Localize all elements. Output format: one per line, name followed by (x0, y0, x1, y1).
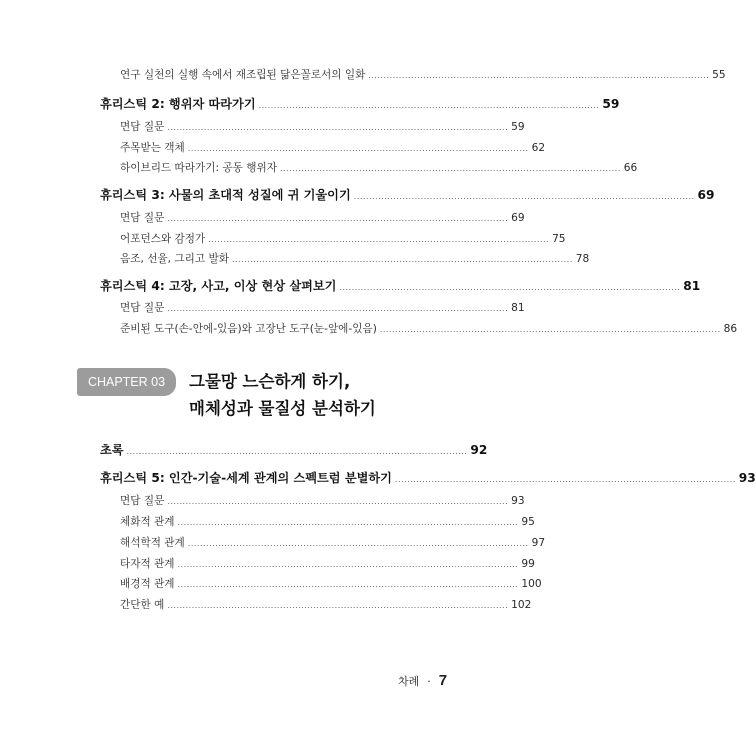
leader-dots: ................................................................................................................ (177, 518, 519, 527)
toc-entry (120, 67, 726, 82)
leader-dots: ................................................................................................................ (167, 601, 509, 610)
toc-entry-page: 97 (531, 537, 546, 549)
toc-entry-title: 면담 질문 (120, 121, 165, 133)
toc-heading-page: 59 (602, 97, 620, 111)
toc-heading-page: 69 (697, 188, 715, 202)
toc-entry (120, 251, 590, 266)
folio-separator: · (427, 675, 431, 688)
leader-dots: ................................................................................................................ (167, 304, 509, 313)
toc-entry-page: 81 (511, 302, 525, 314)
toc-heading-title: 휴리스틱 4: 고장, 사고, 이상 현상 살펴보기 (100, 279, 337, 293)
toc-entry-title: 음조, 선율, 그리고 발화 (120, 253, 229, 265)
toc-entry-page: 62 (531, 142, 546, 154)
toc-entry-page: 55 (712, 69, 726, 81)
leader-dots: ................................................................................................................ (177, 560, 519, 569)
toc-entry (120, 300, 525, 315)
toc-entry-title: 해석학적 관계 (120, 537, 185, 549)
folio-section-label: 차례 (398, 675, 420, 688)
toc-heading-title: 휴리스틱 3: 사물의 초대적 성질에 귀 기울이기 (100, 188, 351, 202)
toc-entry (120, 119, 525, 134)
leader-dots: ................................................................................................................ (126, 447, 468, 456)
chapter-title-line: 매체성과 물질성 분석하기 (189, 399, 376, 418)
toc-entry-title: 배경적 관계 (120, 578, 175, 590)
page-number: 7 (438, 672, 448, 689)
toc-heading-page: 93 (738, 471, 756, 485)
toc-heading-title: 초록 (100, 443, 124, 457)
toc-heading-title: 휴리스틱 5: 인간-기술-세계 관계의 스펙트럼 분별하기 (100, 471, 392, 485)
leader-dots: ................................................................................................................ (379, 325, 721, 334)
toc-entry-title: 면담 질문 (120, 212, 165, 224)
chapter-badge: CHAPTER 03 (77, 368, 176, 396)
toc-entry (120, 514, 535, 529)
toc-heading (100, 95, 620, 112)
toc-entry (120, 210, 525, 225)
toc-entry-page: 95 (521, 516, 535, 528)
leader-dots: ................................................................................................................ (279, 164, 621, 173)
toc-entry-title: 연구 실천의 실행 속에서 재조립된 닮은꼴로서의 일화 (120, 69, 366, 81)
toc-entry-title: 체화적 관계 (120, 516, 175, 528)
toc-heading-page: 92 (470, 443, 488, 457)
leader-dots: ................................................................................................................ (231, 255, 573, 264)
chapter-title-line: 그물망 느슨하게 하기, (189, 372, 351, 391)
leader-dots: ................................................................................................................ (394, 475, 736, 484)
leader-dots: ................................................................................................................ (167, 214, 509, 223)
toc-entry-page: 66 (623, 162, 638, 174)
toc-entry (120, 231, 566, 246)
toc-entry-title: 면담 질문 (120, 302, 165, 314)
toc-entry-title: 타자적 관계 (120, 558, 175, 570)
toc-entry-title: 주목받는 객체 (120, 142, 185, 154)
chapter-title (189, 368, 376, 422)
toc-entry (120, 140, 546, 155)
toc-entry (120, 597, 532, 612)
toc-heading (100, 186, 715, 203)
toc-heading-title: 휴리스틱 2: 행위자 따라가기 (100, 97, 256, 111)
toc-entry-title: 하이브리드 따라가기: 공동 행위자 (120, 162, 277, 174)
toc-entry-page: 78 (575, 253, 590, 265)
leader-dots: ................................................................................................................ (167, 497, 509, 506)
toc-heading (100, 469, 756, 486)
toc-entry (120, 493, 525, 508)
leader-dots: ................................................................................................................ (167, 123, 509, 132)
toc-entry-page: 86 (723, 323, 738, 335)
toc-entry-page: 93 (511, 495, 525, 507)
toc-entry-title: 준비된 도구(손-안에-있음)와 고장난 도구(눈-앞에-있음) (120, 323, 377, 335)
toc-entry-page: 100 (521, 578, 542, 590)
page-folio (398, 672, 447, 689)
leader-dots: ................................................................................................................ (353, 192, 695, 201)
toc-entry-page: 75 (552, 233, 566, 245)
toc-entry-page: 102 (511, 599, 532, 611)
leader-dots: ................................................................................................................ (368, 71, 710, 80)
toc-entry (120, 576, 542, 591)
leader-dots: ................................................................................................................ (339, 283, 681, 292)
toc-heading (100, 441, 488, 458)
leader-dots: ................................................................................................................ (177, 580, 519, 589)
toc-entry-page: 69 (511, 212, 525, 224)
toc-entry (120, 535, 546, 550)
toc-entry (120, 160, 638, 175)
toc-entry-title: 면담 질문 (120, 495, 165, 507)
leader-dots: ................................................................................................................ (208, 235, 550, 244)
toc-entry-page: 59 (511, 121, 525, 133)
leader-dots: ................................................................................................................ (258, 101, 600, 110)
toc-entry (120, 321, 738, 336)
toc-entry (120, 556, 535, 571)
leader-dots: ................................................................................................................ (187, 539, 529, 548)
toc-entry-page: 99 (521, 558, 535, 570)
toc-entry-title: 어포던스와 감정가 (120, 233, 206, 245)
toc-heading (100, 277, 701, 294)
toc-heading-page: 81 (683, 279, 701, 293)
toc-entry-title: 간단한 예 (120, 599, 165, 611)
leader-dots: ................................................................................................................ (187, 144, 529, 153)
